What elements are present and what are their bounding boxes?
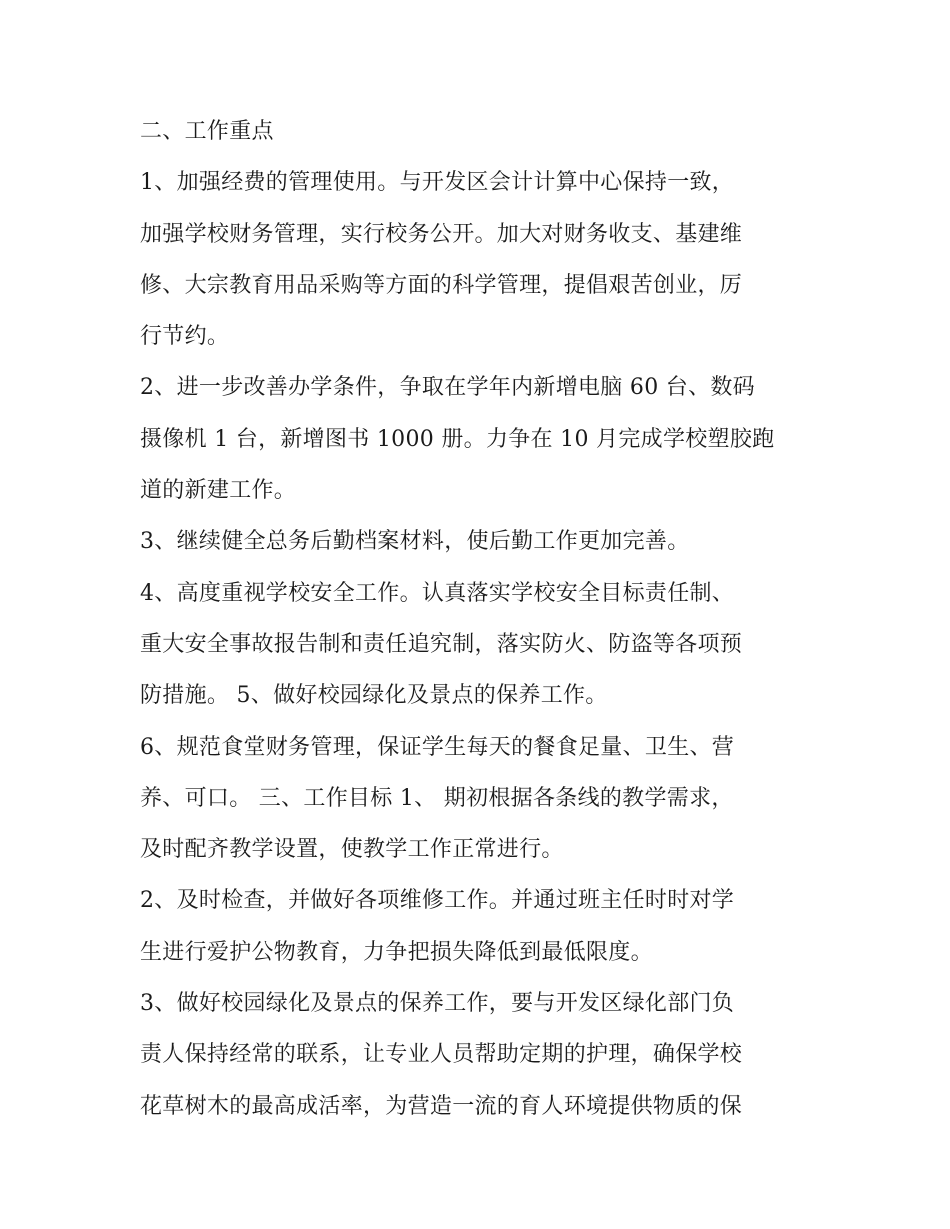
- paragraph-line: 防措施。 5、做好校园绿化及景点的保养工作。: [140, 683, 608, 709]
- paragraph-line: 3、做好校园绿化及景点的保养工作，要与开发区绿化部门负: [140, 991, 735, 1017]
- paragraph-line: 花草树木的最高成活率，为营造一流的育人环境提供物质的保: [140, 1093, 743, 1119]
- paragraph-line: 4、高度重视学校安全工作。认真落实学校安全目标责任制、: [140, 580, 735, 606]
- paragraph-line: 道的新建工作。: [140, 478, 297, 504]
- paragraph-line: 1、加强经费的管理使用。与开发区会计计算中心保持一致，: [140, 170, 735, 196]
- paragraph-line: 重大安全事故报告制和责任追究制，落实防火、防盗等各项预: [140, 631, 743, 657]
- paragraph-line: 3、继续健全总务后勤档案材料，使后勤工作更加完善。: [140, 529, 690, 555]
- paragraph-line: 及时配齐教学设置，使教学工作正常进行。: [140, 837, 564, 863]
- paragraph-line: 生进行爱护公物教育，力争把损失降低到最低限度。: [140, 939, 653, 965]
- document-body: [140, 106, 830, 1132]
- section-heading: 二、工作重点: [140, 119, 274, 144]
- paragraph-line: 摄像机 1 台，新增图书 1000 册。力争在 10 月完成学校塑胶跑: [140, 426, 775, 452]
- paragraph-line: 养、可口。 三、工作目标 1、 期初根据各条线的教学需求，: [140, 785, 734, 811]
- paragraph-line: 行节约。: [140, 324, 230, 350]
- paragraph-line: 2、进一步改善办学条件，争取在学年内新增电脑 60 台、数码: [140, 375, 755, 401]
- paragraph-line: 责人保持经常的联系，让专业人员帮助定期的护理，确保学校: [140, 1042, 743, 1068]
- paragraph-line: 修、大宗教育用品采购等方面的科学管理，提倡艰苦创业，厉: [140, 272, 743, 298]
- paragraph-line: 加强学校财务管理，实行校务公开。加大对财务收支、基建维: [140, 221, 743, 247]
- paragraph-line: 2、及时检查，并做好各项维修工作。并通过班主任时时对学: [140, 888, 735, 914]
- paragraph-line: 6、规范食堂财务管理，保证学生每天的餐食足量、卫生、营: [140, 734, 735, 760]
